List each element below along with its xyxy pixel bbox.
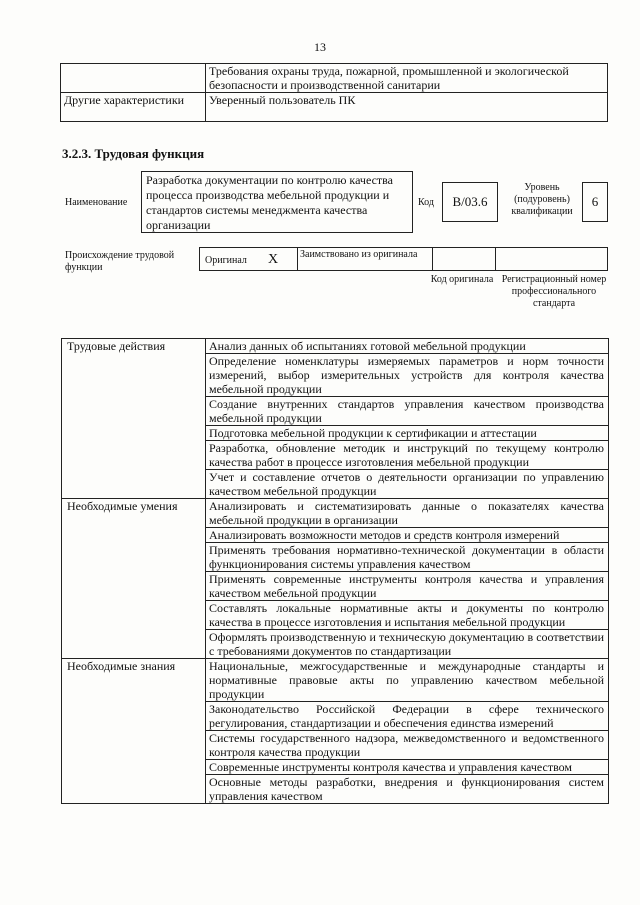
- name-label: Наименование: [65, 197, 128, 208]
- section-title: 3.2.3. Трудовая функция: [62, 146, 205, 161]
- table-row: [62, 659, 609, 702]
- code-label: Код: [418, 197, 434, 208]
- list-item: Анализировать возможности методов и средств контроля измерений: [206, 528, 609, 543]
- row-value: Уверенный пользователь ПК: [206, 93, 608, 122]
- category-cell: Необходимые умения: [62, 499, 206, 659]
- labor-function-table: [61, 338, 609, 804]
- list-item: Применять требования нормативно-технической документации в области функционирования системы управления качеством: [206, 543, 609, 572]
- list-item: Разработка, обновление методик и инструкций по текущему контролю качества работ в процессе изготовления мебельной продукции: [206, 441, 609, 470]
- page-number: 13: [314, 40, 326, 54]
- row-label: [61, 64, 206, 93]
- code-value-box: B/03.6: [442, 182, 498, 222]
- list-item: Создание внутренних стандартов управления качеством производства мебельной продукции: [206, 397, 609, 426]
- list-item: Анализировать и систематизировать данные о показателях качества мебельной продукции в организации: [206, 499, 609, 528]
- divider: [495, 247, 496, 271]
- row-value: Требования охраны труда, пожарной, промышленной и экологической безопасности и производственной санитарии: [206, 64, 608, 93]
- list-item: Подготовка мебельной продукции к сертификации и аттестации: [206, 426, 609, 441]
- list-item: Определение номенклатуры измеряемых параметров и норм точности измерений, выбор измерительных устройств для контроля качества мебельной продукции: [206, 354, 609, 397]
- divider: [297, 247, 298, 271]
- table-row: [61, 93, 608, 122]
- borrowed-label: Заимствовано из оригинала: [300, 249, 418, 260]
- list-item: Применять современные инструменты контроля качества и управления качеством мебельной продукции: [206, 572, 609, 601]
- top-continuation-table: [60, 63, 608, 122]
- divider: [432, 247, 433, 271]
- level-value-box: 6: [582, 182, 608, 222]
- table-row: [62, 499, 609, 528]
- original-mark: X: [268, 252, 279, 267]
- list-item: Национальные, межгосударственные и международные стандарты и нормативные правовые акты по управлению качеством мебельной продукции: [206, 659, 609, 702]
- original-label: Оригинал: [205, 255, 247, 266]
- code-original-caption: Код оригинала: [430, 274, 494, 285]
- list-item: Системы государственного надзора, межведомственного и ведомственного контроля качества продукции: [206, 731, 609, 760]
- list-item: Основные методы разработки, внедрения и функционирования систем управления качеством: [206, 775, 609, 804]
- table-row: [62, 339, 609, 354]
- category-cell: Трудовые действия: [62, 339, 206, 499]
- row-label: Другие характеристики: [61, 93, 206, 122]
- list-item: Современные инструменты контроля качества и управления качеством: [206, 760, 609, 775]
- function-name-box: Разработка документации по контролю качества процесса производства мебельной продукции и стандартов системы менеджмента качества организации: [141, 171, 413, 233]
- list-item: Составлять локальные нормативные акты и документы по контролю качества в процессе изготовления и испытания мебельной продукции: [206, 601, 609, 630]
- list-item: Оформлять производственную и техническую документацию в соответствии с требованиями документов по стандартизации: [206, 630, 609, 659]
- list-item: Анализ данных об испытаниях готовой мебельной продукции: [206, 339, 609, 354]
- list-item: Учет и составление отчетов о деятельности организации по управлению качеством мебельной продукции: [206, 470, 609, 499]
- reg-number-caption: Регистрационный номер профессионального стандарта: [501, 274, 607, 309]
- level-label: Уровень (подуровень) квалификации: [511, 182, 573, 217]
- origin-label: Происхождение трудовой функции: [65, 250, 175, 273]
- list-item: Законодательство Российской Федерации в сфере технического регулирования, стандартизации и обеспечения единства измерений: [206, 702, 609, 731]
- table-row: [61, 64, 608, 93]
- category-cell: Необходимые знания: [62, 659, 206, 804]
